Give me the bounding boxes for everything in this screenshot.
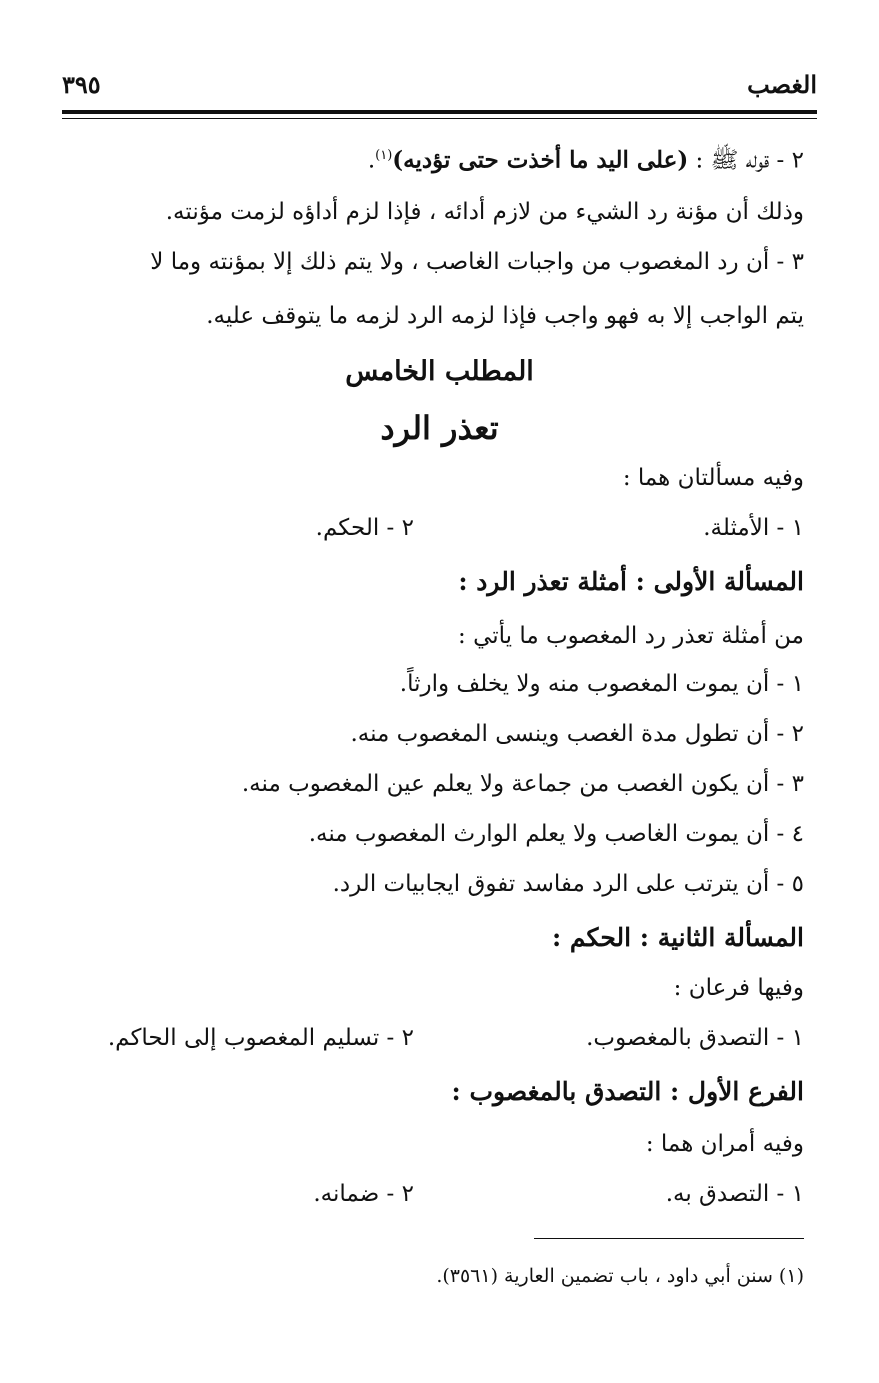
- issue2-intro: وفيها فرعان :: [673, 975, 804, 1001]
- header-rule-thick: [62, 110, 817, 114]
- footnote-ref[interactable]: (١): [375, 148, 393, 163]
- running-header: [62, 70, 817, 106]
- item-number: ٢: [791, 147, 804, 174]
- paragraph-reason: وذلك أن مؤنة رد الشيء من لازم أدائه ، فإذا لزم أداؤه لزمت مؤنته.: [165, 199, 804, 225]
- paragraph-3-line-2: يتم الواجب إلا به فهو واجب فإذا لزمه الرد لزمه ما يتوقف عليه.: [206, 303, 804, 329]
- example-item: ٤ - أن يموت الغاصب ولا يعلم الوارث المغصوب منه.: [308, 821, 804, 847]
- branch1-intro: وفيه أمران هما :: [645, 1131, 804, 1157]
- example-item: ٢ - أن تطول مدة الغصب وينسى المغصوب منه.: [350, 721, 804, 747]
- hadith-lead: - قوله ﷺ :: [688, 147, 792, 174]
- issue1-intro: من أمثلة تعذر رد المغصوب ما يأتي :: [458, 623, 804, 649]
- section-label: المطلب الخامس: [345, 356, 534, 387]
- chapter-title: الغصب: [747, 70, 817, 99]
- footnote: (١) سنن أبي داود ، باب تضمين العارية (٣٥٦١).: [436, 1265, 804, 1287]
- header-rule-thin: [62, 118, 817, 119]
- hadith-quote: (على اليد ما أخذت حتى تؤديه): [392, 146, 689, 174]
- branch-item-1: ١ - التصدق بالمغصوب.: [586, 1025, 804, 1051]
- issue2-heading: المسألة الثانية : الحكم :: [551, 923, 804, 952]
- issue1-heading: المسألة الأولى : أمثلة تعذر الرد :: [458, 567, 804, 596]
- paragraph-3-line-1: ٣ - أن رد المغصوب من واجبات الغاصب ، ولا يتم ذلك إلا بمؤنته وما لا: [150, 249, 804, 275]
- example-item: ١ - أن يموت المغصوب منه ولا يخلف وارثاً.: [399, 671, 804, 697]
- branch-item-2: ٢ - تسليم المغصوب إلى الحاكم.: [107, 1025, 414, 1051]
- hadith-end: .: [367, 147, 376, 174]
- example-item: ٥ - أن يترتب على الرد مفاسد تفوق ايجابيات الرد.: [332, 871, 804, 897]
- issues-list: [62, 512, 804, 546]
- matter-item-1: ١ - التصدق به.: [665, 1181, 804, 1207]
- footnote-separator: [534, 1238, 804, 1239]
- branches-list: [62, 1022, 804, 1056]
- matter-item-2: ٢ - ضمانه.: [313, 1181, 414, 1207]
- issues-intro: وفيه مسألتان هما :: [622, 465, 804, 491]
- matters-list: [62, 1178, 804, 1212]
- page-number: ٣٩٥: [62, 70, 101, 99]
- branch1-heading: الفرع الأول : التصدق بالمغصوب :: [451, 1077, 804, 1106]
- issue-item-2: ٢ - الحكم.: [315, 515, 414, 541]
- section-title: تعذر الرد: [380, 409, 499, 447]
- paragraph-hadith: [62, 140, 804, 177]
- example-item: ٣ - أن يكون الغصب من جماعة ولا يعلم عين المغصوب منه.: [241, 771, 804, 797]
- issue-item-1: ١ - الأمثلة.: [703, 515, 804, 541]
